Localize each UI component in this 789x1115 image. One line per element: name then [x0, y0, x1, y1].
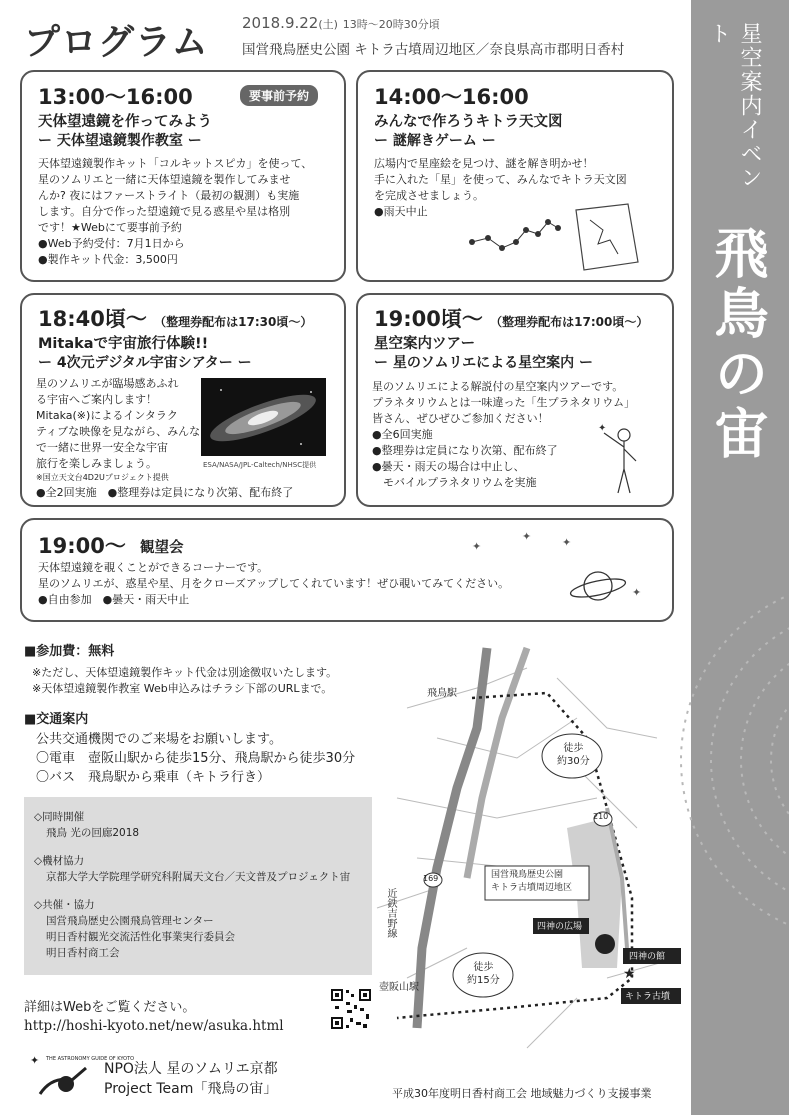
- web-url[interactable]: http://hoshi-kyoto.net/new/asuka.html: [24, 1018, 284, 1034]
- guide-person-illustration: [596, 421, 646, 497]
- web-label: 詳細はWebをご覧ください。: [24, 1000, 196, 1015]
- body-line: します。自分で作った望遠鏡で見る惑星や星は格別: [38, 205, 291, 218]
- galaxy-image: [201, 378, 326, 456]
- footer-note: 平成30年度明日香村商工会 地域魅力づくり支援事業: [392, 1087, 652, 1100]
- body-line: 星のソムリエが臨場感あふれ: [36, 377, 179, 390]
- sponsor-line: 明日香村商工会: [46, 947, 120, 959]
- time-value: 19:00頃〜: [374, 307, 483, 331]
- card-title: みんなで作ろうキトラ天文図: [374, 114, 563, 130]
- body-line: 天体望遠鏡を覗くことができるコーナーです。: [38, 561, 269, 574]
- svg-text:✦: ✦: [522, 530, 532, 543]
- card-subtitle: ー 天体望遠鏡製作教室 ー: [38, 133, 202, 149]
- page-title: プログラム: [24, 22, 209, 63]
- program-card-telescope: [20, 70, 346, 282]
- map-asuka-station: 飛鳥駅: [427, 688, 457, 699]
- org-name: NPO法人 星のソムリエ京都: [104, 1061, 278, 1077]
- card-title: 星空案内ツアー: [374, 336, 476, 352]
- fee-heading: ■参加費：無料: [24, 644, 115, 659]
- body-line: です！★Webにて要事前予約: [38, 221, 182, 234]
- card-subtitle: ー 星のソムリエによる星空案内 ー: [374, 355, 594, 371]
- sponsor-line: 明日香村観光交流活性化事業実行委員会: [46, 931, 235, 943]
- program-card-star-map: [356, 70, 674, 282]
- sidebar-subtitle: 星空案内イベント: [706, 22, 762, 190]
- card-time: 13:00〜16:00: [38, 85, 193, 109]
- body-line: 星のソムリエと一緒に天体望遠鏡を製作してみませ: [38, 173, 291, 186]
- reservation-badge: 要事前予約: [240, 85, 318, 106]
- card-time: [38, 303, 312, 333]
- card-time: [374, 303, 648, 333]
- card-footnote: ※国立天文台4D2Uプロジェクト提供: [36, 473, 169, 482]
- body-line: ●Web予約受付：7月1日から: [38, 237, 185, 250]
- svg-text:✦: ✦: [30, 1054, 40, 1067]
- card-bullets: ●全2回実施 ●整理券は定員になり次第、配布終了: [36, 486, 294, 499]
- body-line: で一緒に世界一安全な宇宙: [36, 441, 168, 454]
- sponsor-line: 国営飛鳥歴史公園飛鳥管理センター: [46, 915, 214, 927]
- svg-text:★: ★: [623, 966, 636, 982]
- body-line: ●曇天・雨天の場合は中止し、: [372, 460, 525, 473]
- sidebar-banner: [691, 0, 789, 1115]
- body-line: ティブな映像を見ながら、みんな: [36, 425, 201, 438]
- fee-note: ※天体望遠鏡製作教室 Web申込みはチラシ下部のURLまで。: [32, 682, 333, 695]
- body-line: んか? 夜にはファーストライト（最初の観測）も実施: [38, 189, 300, 202]
- map-roads: [377, 648, 691, 1066]
- time-note: （整理券配布は17:00頃〜）: [490, 315, 649, 329]
- sponsor-line: 京都大学大学院理学研究科附属天文台／天文普及プロジェクト宙: [46, 871, 351, 883]
- event-hours: 13時〜20時30分頃: [342, 18, 440, 31]
- event-venue: 国営飛鳥歴史公園 キトラ古墳周辺地区／奈良県高市郡明日香村: [242, 42, 625, 58]
- card-body: [36, 376, 200, 472]
- body-line: Mitaka(※)によるインタラク: [36, 409, 178, 422]
- access-line: 〇電車 壺阪山駅から徒歩15分、飛鳥駅から徒歩30分: [36, 751, 356, 766]
- body-line: 手に入れた「星」を使って、みんなでキトラ天文図: [374, 173, 627, 186]
- date-weekday: (土): [318, 18, 338, 31]
- sponsor-heading: ◇同時開催: [34, 811, 85, 823]
- time-note: （整理券配布は17:30頃〜）: [154, 315, 313, 329]
- body-line: を完成させましょう。: [374, 189, 484, 202]
- map-route-169: 169: [423, 874, 439, 883]
- map-railway: 近鉄吉野線: [385, 888, 396, 938]
- org-team: Project Team「飛鳥の宙」: [104, 1081, 278, 1097]
- body-line: ●製作キット代金：3,500円: [38, 253, 178, 266]
- map-route-210: 210: [593, 812, 609, 821]
- access-line: 〇バス 飛鳥駅から乗車（キトラ行き）: [36, 770, 271, 785]
- body-line: ●整理券は定員になり次第、配布終了: [372, 444, 558, 457]
- qr-code[interactable]: [330, 988, 372, 1030]
- map-walk-15: 徒歩 約15分: [467, 962, 500, 986]
- date-value: 2018.9.22: [242, 14, 319, 32]
- card-body: [38, 156, 312, 268]
- body-line: 天体望遠鏡製作キット「コルキットスピカ」を使って、: [38, 157, 313, 170]
- svg-text:✦: ✦: [598, 423, 607, 434]
- body-line: ●雨天中止: [374, 205, 428, 218]
- logo-text: THE ASTRONOMY GUIDE OF KYOTO: [46, 1056, 135, 1062]
- map-hall: 四神の館: [629, 952, 666, 962]
- program-card-observation: [20, 518, 674, 622]
- galaxy-illustration: [201, 378, 326, 456]
- card-title: 天体望遠鏡を作ってみよう: [38, 114, 212, 130]
- body-line: モバイルプラネタリウムを実施: [372, 476, 537, 489]
- body-line: ●全6回実施: [372, 428, 433, 441]
- body-line: 広場内で星座絵を見つけ、謎を解き明かせ！: [374, 157, 594, 170]
- program-card-star-tour: [356, 293, 674, 507]
- card-subtitle: ー 4次元デジタル宇宙シアター ー: [38, 355, 252, 371]
- time-value: 18:40頃〜: [38, 307, 147, 331]
- sponsor-line: 飛鳥 光の回廊2018: [46, 827, 140, 839]
- access-line: 公共交通機関でのご来場をお願いします。: [36, 732, 282, 747]
- access-map: [377, 648, 691, 1066]
- constellation-illustration: [458, 200, 658, 278]
- access-heading: ■交通案内: [24, 712, 89, 727]
- sponsors-box: [24, 797, 372, 975]
- body-line: 旅行を楽しみましょう。: [36, 457, 157, 470]
- image-caption: ESA/NASA/JPL-Caltech/NHSC提供: [203, 461, 317, 469]
- card-time: 19:00〜: [38, 534, 126, 558]
- sidebar-title: 飛鳥の宙: [706, 225, 770, 465]
- sponsor-heading: ◇機材協力: [34, 855, 85, 867]
- map-tsubosaka-station: 壺阪山駅: [379, 982, 419, 993]
- map-park: 国営飛鳥歴史公園 キトラ古墳周辺地区: [491, 870, 573, 893]
- svg-text:✦: ✦: [632, 586, 642, 599]
- planet-illustration: [462, 528, 662, 618]
- fee-note: ※ただし、天体望遠鏡製作キット代金は別途徴収いたします。: [32, 666, 338, 679]
- card-title: 観望会: [140, 540, 184, 556]
- body-line: ●自由参加 ●曇天・雨天中止: [38, 593, 190, 606]
- svg-text:✦: ✦: [562, 536, 572, 549]
- map-tomb: キトラ古墳: [625, 992, 671, 1002]
- map-walk-30: 徒歩 約30分: [557, 743, 590, 767]
- sponsor-heading: ◇共催・協力: [34, 899, 95, 911]
- card-time: 14:00〜16:00: [374, 85, 529, 109]
- body-line: る宇宙へご案内します！: [36, 393, 157, 406]
- body-line: 星のソムリエによる解説付の星空案内ツアーです。: [372, 380, 624, 393]
- svg-text:✦: ✦: [472, 540, 482, 553]
- organization-logo: [26, 1050, 135, 1100]
- event-date: [242, 14, 440, 32]
- body-line: 皆さん、ぜひぜひご参加ください！: [372, 412, 549, 425]
- card-title: Mitakaで宇宙旅行体験!!: [38, 336, 209, 352]
- body-line: 星のソムリエが、惑星や星、月をクローズアップしてくれています！ぜひ覗いてみてください。: [38, 577, 510, 590]
- body-line: プラネタリウムとは一味違った「生プラネタリウム」: [372, 396, 636, 409]
- card-subtitle: ー 謎解きゲーム ー: [374, 133, 496, 149]
- card-body: [38, 560, 509, 608]
- map-plaza: 四神の広場: [537, 922, 583, 932]
